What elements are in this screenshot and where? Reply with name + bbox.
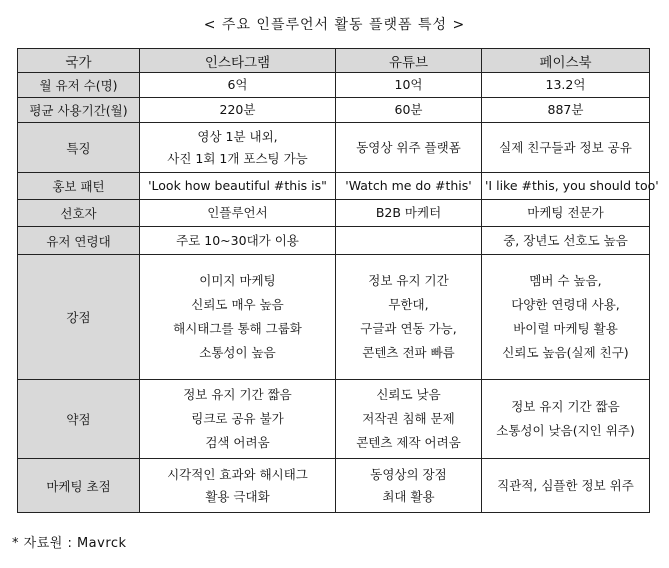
cell-text: 실제 친구들과 정보 공유: [499, 139, 632, 155]
cell-text: 정보 유지 기간 짧음: [511, 399, 620, 414]
row-label: 유저 연령대: [18, 227, 140, 255]
cell-text: 동영상의 장점: [370, 466, 447, 482]
cell-text: 주로 10~30대가 이용: [176, 232, 299, 248]
cell-text: 다양한 연령대 사용,: [511, 297, 620, 312]
table-cell: [140, 255, 336, 380]
column-header: 국가: [18, 49, 140, 73]
cell-text: 검색 어려움: [205, 435, 270, 450]
table-row: [18, 98, 650, 123]
cell-text: 인플루언서: [207, 205, 268, 220]
table-cell: [482, 123, 650, 173]
row-label: 홍보 패턴: [18, 173, 140, 200]
cell-text: 소통성이 낮음(지인 위주): [496, 423, 635, 438]
table-cell: [140, 227, 336, 255]
cell-text: 정보 유지 기간: [368, 273, 449, 288]
column-header: 인스타그램: [140, 49, 336, 73]
cell-text: 'Look how beautiful #this is": [148, 178, 327, 193]
cell-text: 신뢰도 높음(실제 친구): [502, 345, 629, 360]
column-header: 유튜브: [336, 49, 482, 73]
row-label: 약점: [18, 380, 140, 459]
cell-text: 887분: [547, 102, 584, 117]
table-cell: [336, 255, 482, 380]
cell-text: 저작권 침해 문제: [362, 411, 455, 426]
platform-comparison-table: [17, 48, 659, 513]
table-row: [18, 173, 650, 200]
table-cell: [140, 173, 336, 200]
table-row: [18, 459, 650, 513]
cell-text: B2B 마케터: [375, 205, 442, 220]
cell-text: 소통성이 높음: [199, 345, 276, 360]
cell-text: 신뢰도 매우 높음: [191, 297, 284, 312]
cell-text: 구글과 연동 가능,: [360, 321, 457, 336]
cell-text: 'Watch me do #this': [345, 178, 472, 193]
table-cell: [140, 98, 336, 123]
cell-text: 활용 극대화: [205, 488, 270, 504]
cell-text: 동영상 위주 플랫폼: [356, 139, 461, 155]
cell-text: 영상 1분 내외,: [197, 128, 278, 144]
table-cell: [140, 200, 336, 227]
table-cell: [482, 73, 650, 98]
table-cell: [482, 380, 650, 459]
cell-text: 링크로 공유 불가: [191, 411, 284, 426]
cell-text: 60분: [394, 102, 423, 117]
cell-text: 이미지 마케팅: [199, 273, 276, 288]
cell-text: 멤버 수 높음,: [529, 273, 602, 288]
row-label: 월 유저 수(명): [18, 73, 140, 98]
table-cell: [336, 123, 482, 173]
cell-text: 무한대,: [388, 297, 429, 312]
table-title: < 주요 인플루언서 활동 플랫폼 특성 >: [203, 17, 466, 33]
row-label: 선호자: [18, 200, 140, 227]
table-row: [18, 227, 650, 255]
cell-text: 직관적, 심플한 정보 위주: [497, 477, 634, 493]
cell-text: 콘텐츠 제작 어려움: [356, 435, 461, 450]
cell-text: 중, 장년도 선호도 높음: [503, 232, 628, 248]
table-cell: [482, 173, 659, 200]
row-label: 강점: [18, 255, 140, 380]
cell-text: 사진 1회 1개 포스팅 가능: [167, 150, 308, 166]
header-row: [18, 49, 650, 73]
table-row: [18, 123, 650, 173]
column-header: 페이스북: [482, 49, 650, 73]
cell-text: 바이럴 마케팅 활용: [513, 321, 618, 336]
table-cell: [336, 227, 482, 255]
table-cell: [482, 98, 650, 123]
table-cell: [336, 380, 482, 459]
table-row: [18, 200, 650, 227]
table-cell: [336, 459, 482, 513]
row-label: 마케팅 초점: [18, 459, 140, 513]
row-label: 특징: [18, 123, 140, 173]
cell-text: 6억: [227, 77, 248, 92]
source-note: * 자료원 : Mavrck: [12, 536, 127, 551]
table-cell: [336, 173, 482, 200]
cell-text: 시각적인 효과와 해시태그: [167, 466, 308, 482]
cell-text: 마케팅 전문가: [527, 205, 604, 220]
table-cell: [336, 98, 482, 123]
table-cell: [140, 459, 336, 513]
table-cell: [482, 255, 650, 380]
table-cell: [482, 227, 650, 255]
cell-text: 220분: [219, 102, 256, 117]
table-cell: [140, 123, 336, 173]
table-cell: [140, 73, 336, 98]
table-cell: [482, 200, 650, 227]
cell-text: 정보 유지 기간 짧음: [183, 387, 292, 402]
table-cell: [336, 73, 482, 98]
table-row: [18, 380, 650, 459]
table-row: [18, 73, 650, 98]
cell-text: 최대 활용: [382, 488, 435, 504]
cell-text: 콘텐츠 전파 빠름: [362, 345, 455, 360]
table-cell: [140, 380, 336, 459]
cell-text: 10억: [394, 77, 423, 92]
cell-text: 13.2억: [545, 77, 586, 92]
table-cell: [336, 200, 482, 227]
cell-text: 'I like #this, you should too': [485, 178, 659, 193]
cell-text: 해시태그를 통해 그룹화: [173, 321, 302, 336]
cell-text: 신뢰도 낮음: [376, 387, 441, 402]
table-cell: [482, 459, 650, 513]
row-label: 평균 사용기간(월): [18, 98, 140, 123]
table-row: [18, 255, 650, 380]
